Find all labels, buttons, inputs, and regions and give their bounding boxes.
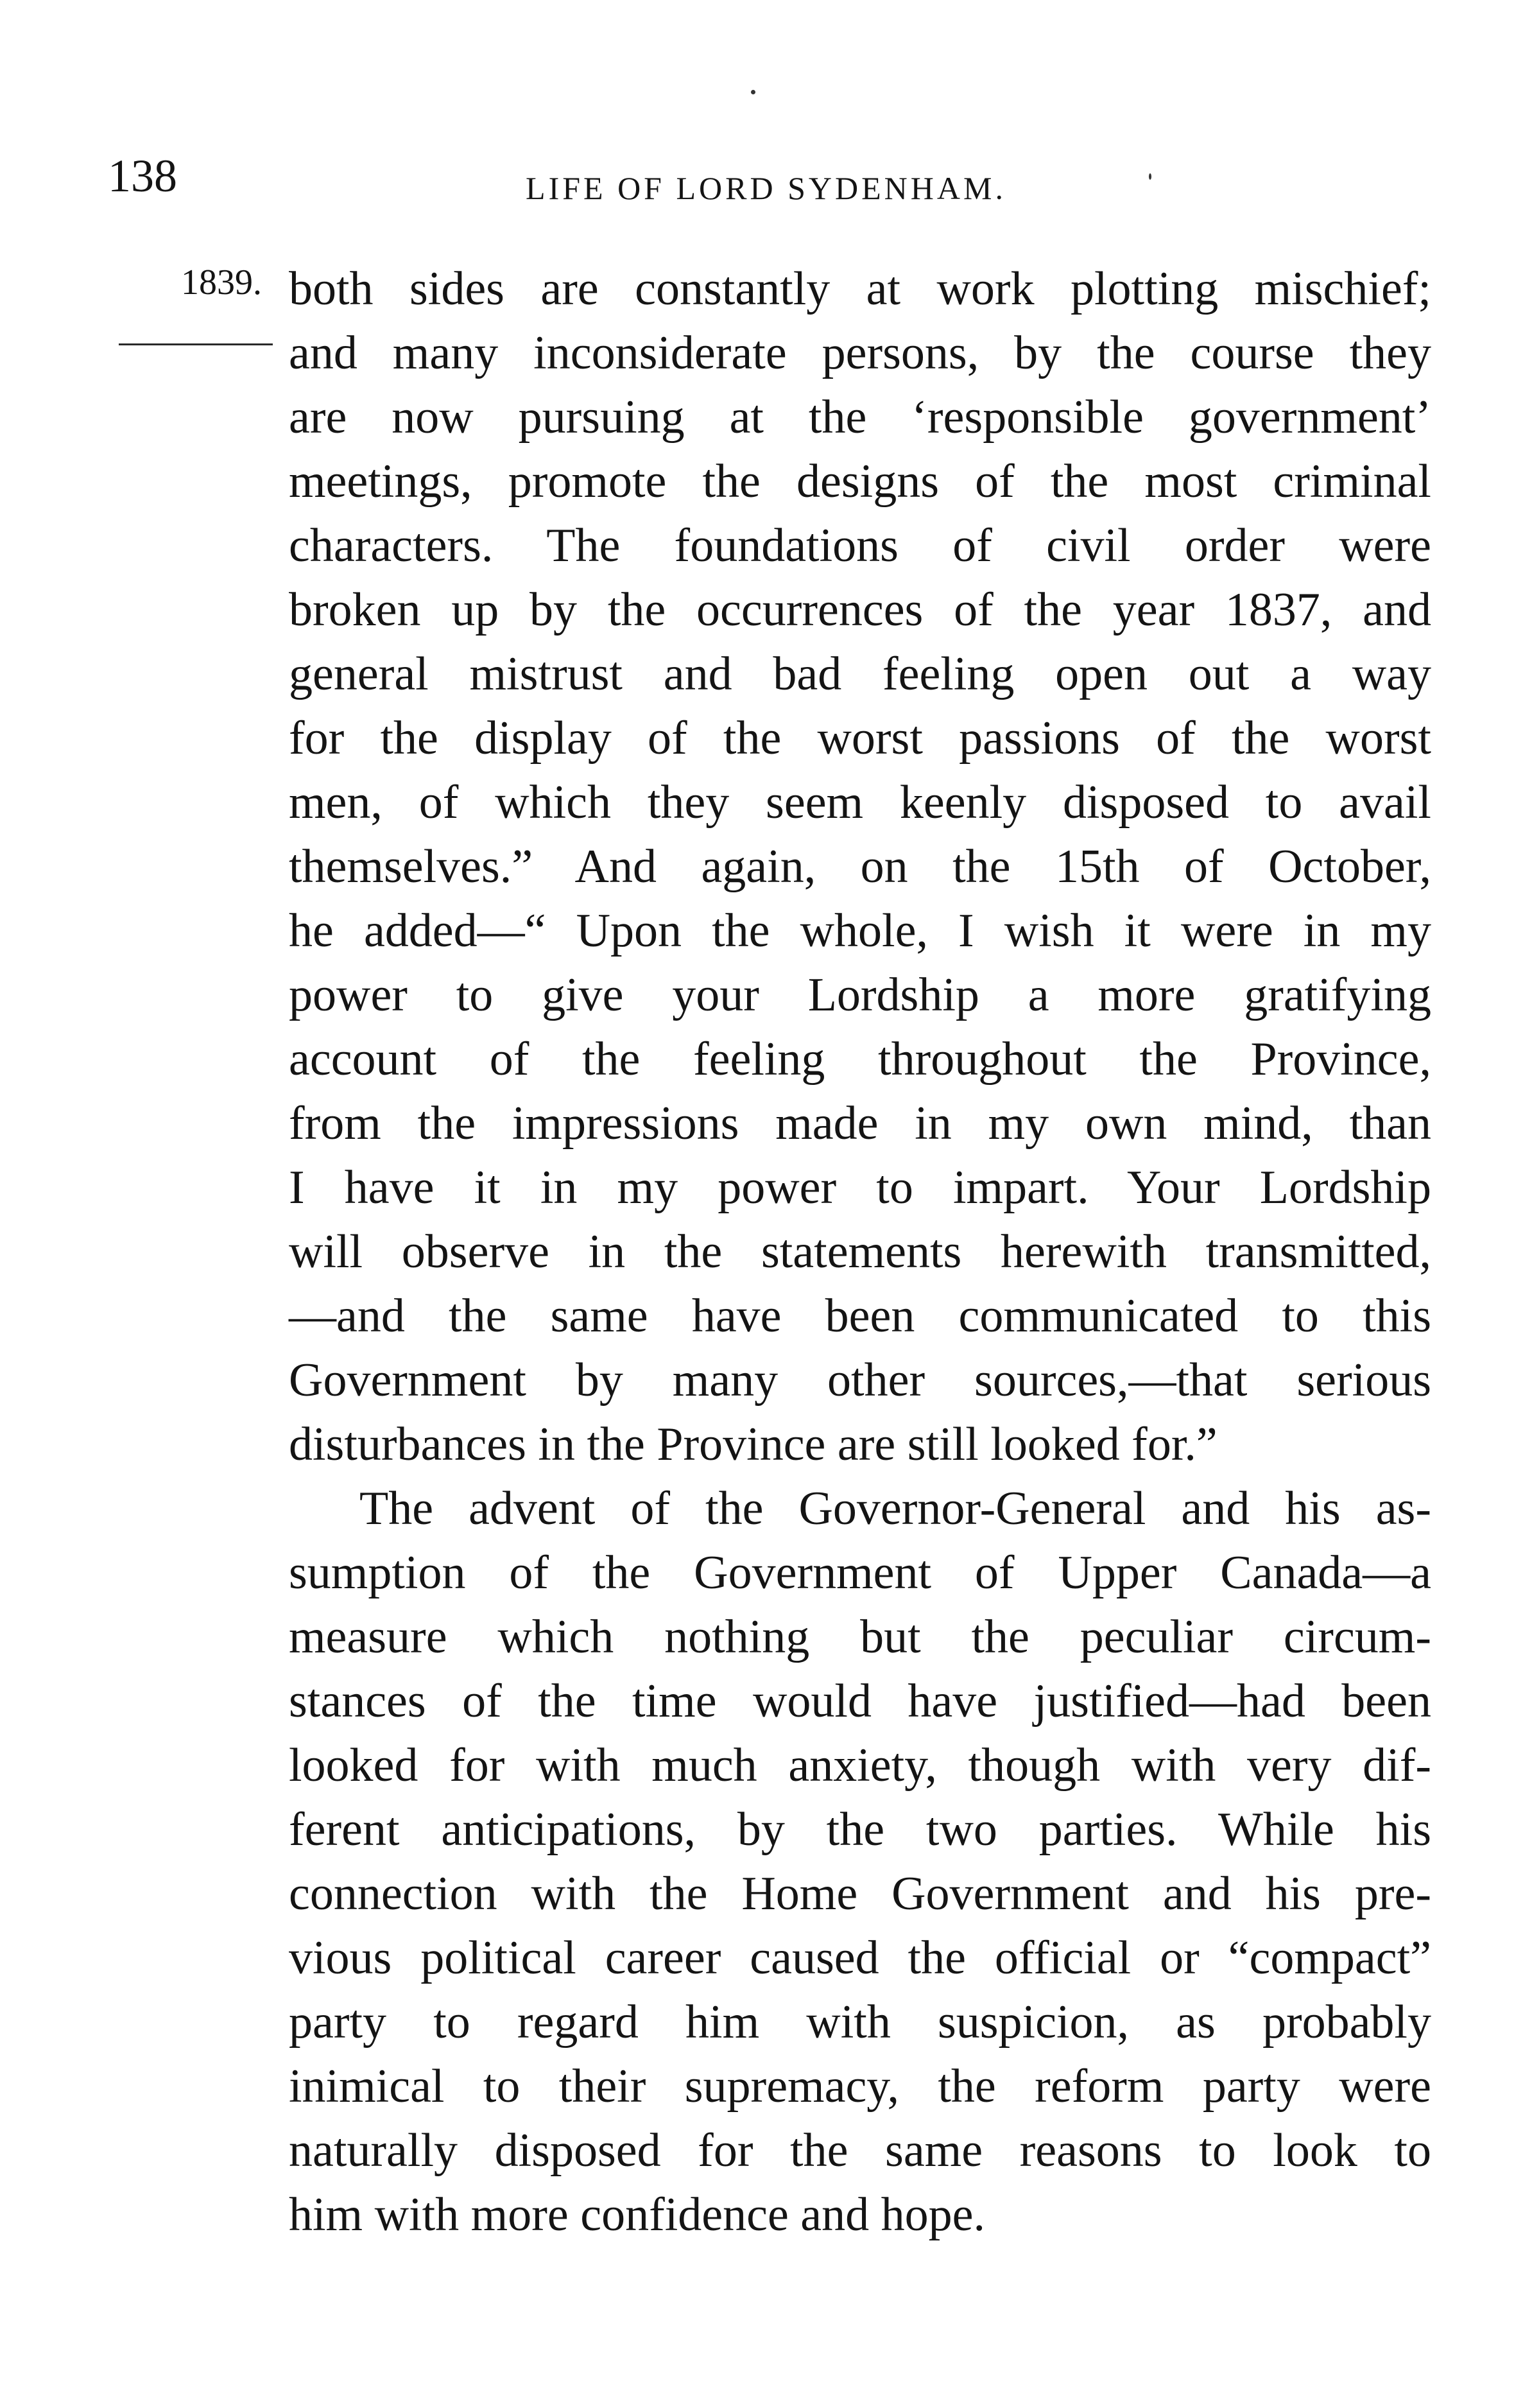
text-line: themselves.” And again, on the 15th of October, [289, 840, 1431, 893]
text-line: naturally disposed for the same reasons to look to [289, 2124, 1431, 2177]
text-line: from the impressions made in my own mind, than [289, 1097, 1431, 1150]
text-line: him with more confidence and hope. [289, 2188, 985, 2241]
margin-year-note: 1839. [181, 263, 262, 302]
text-line: party to regard him with suspicion, as probably [289, 1996, 1431, 2049]
text-line: connection with the Home Government and his pre- [289, 1867, 1431, 1920]
text-line: sumption of the Government of Upper Canada—a [289, 1546, 1431, 1599]
paragraph [289, 1477, 1431, 2247]
text-line: general mistrust and bad feeling open out a way [289, 648, 1431, 700]
text-line: both sides are constantly at work plotting mischief; [289, 263, 1431, 315]
text-line: disturbances in the Province are still looked for.” [289, 1418, 1218, 1471]
text-line: he added—“ Upon the whole, I wish it were in my [289, 905, 1431, 957]
text-line: stances of the time would have justified—had been [289, 1675, 1431, 1728]
text-line: and many inconsiderate persons, by the course they [289, 327, 1431, 379]
text-line: The advent of the Governor-General and his as- [359, 1482, 1431, 1535]
text-line: account of the feeling throughout the Province, [289, 1033, 1431, 1086]
text-line: measure which nothing but the peculiar circum- [289, 1611, 1431, 1663]
text-line: —and the same have been communicated to this [289, 1290, 1431, 1342]
text-line: will observe in the statements herewith transmitted, [289, 1226, 1431, 1278]
text-line: I have it in my power to impart. Your Lordship [289, 1161, 1431, 1214]
text-line: characters. The foundations of civil order were [289, 519, 1431, 572]
print-speck [751, 90, 755, 94]
paragraph-continued [289, 257, 1431, 1477]
text-line: vious political career caused the official or “compact” [289, 1932, 1431, 1984]
text-line: looked for with much anxiety, though with very dif- [289, 1739, 1431, 1792]
running-title: LIFE OF LORD SYDENHAM. [526, 170, 1006, 206]
text-line: for the display of the worst passions of the worst [289, 712, 1431, 765]
print-speck [1149, 173, 1151, 180]
text-line: are now pursuing at the ‘responsible government’ [289, 391, 1431, 444]
text-line: Government by many other sources,—that serious [289, 1354, 1431, 1407]
text-line: men, of which they seem keenly disposed to avail [289, 776, 1431, 829]
margin-rule [119, 343, 273, 345]
body-text [289, 257, 1431, 2247]
text-line: power to give your Lordship a more gratifying [289, 969, 1431, 1021]
text-line: inimical to their supremacy, the reform party were [289, 2060, 1431, 2113]
text-line: broken up by the occurrences of the year 1837, and [289, 584, 1431, 636]
text-line: ferent anticipations, by the two parties. While his [289, 1803, 1431, 1856]
text-line: meetings, promote the designs of the most criminal [289, 455, 1431, 508]
page-number: 138 [108, 150, 177, 202]
